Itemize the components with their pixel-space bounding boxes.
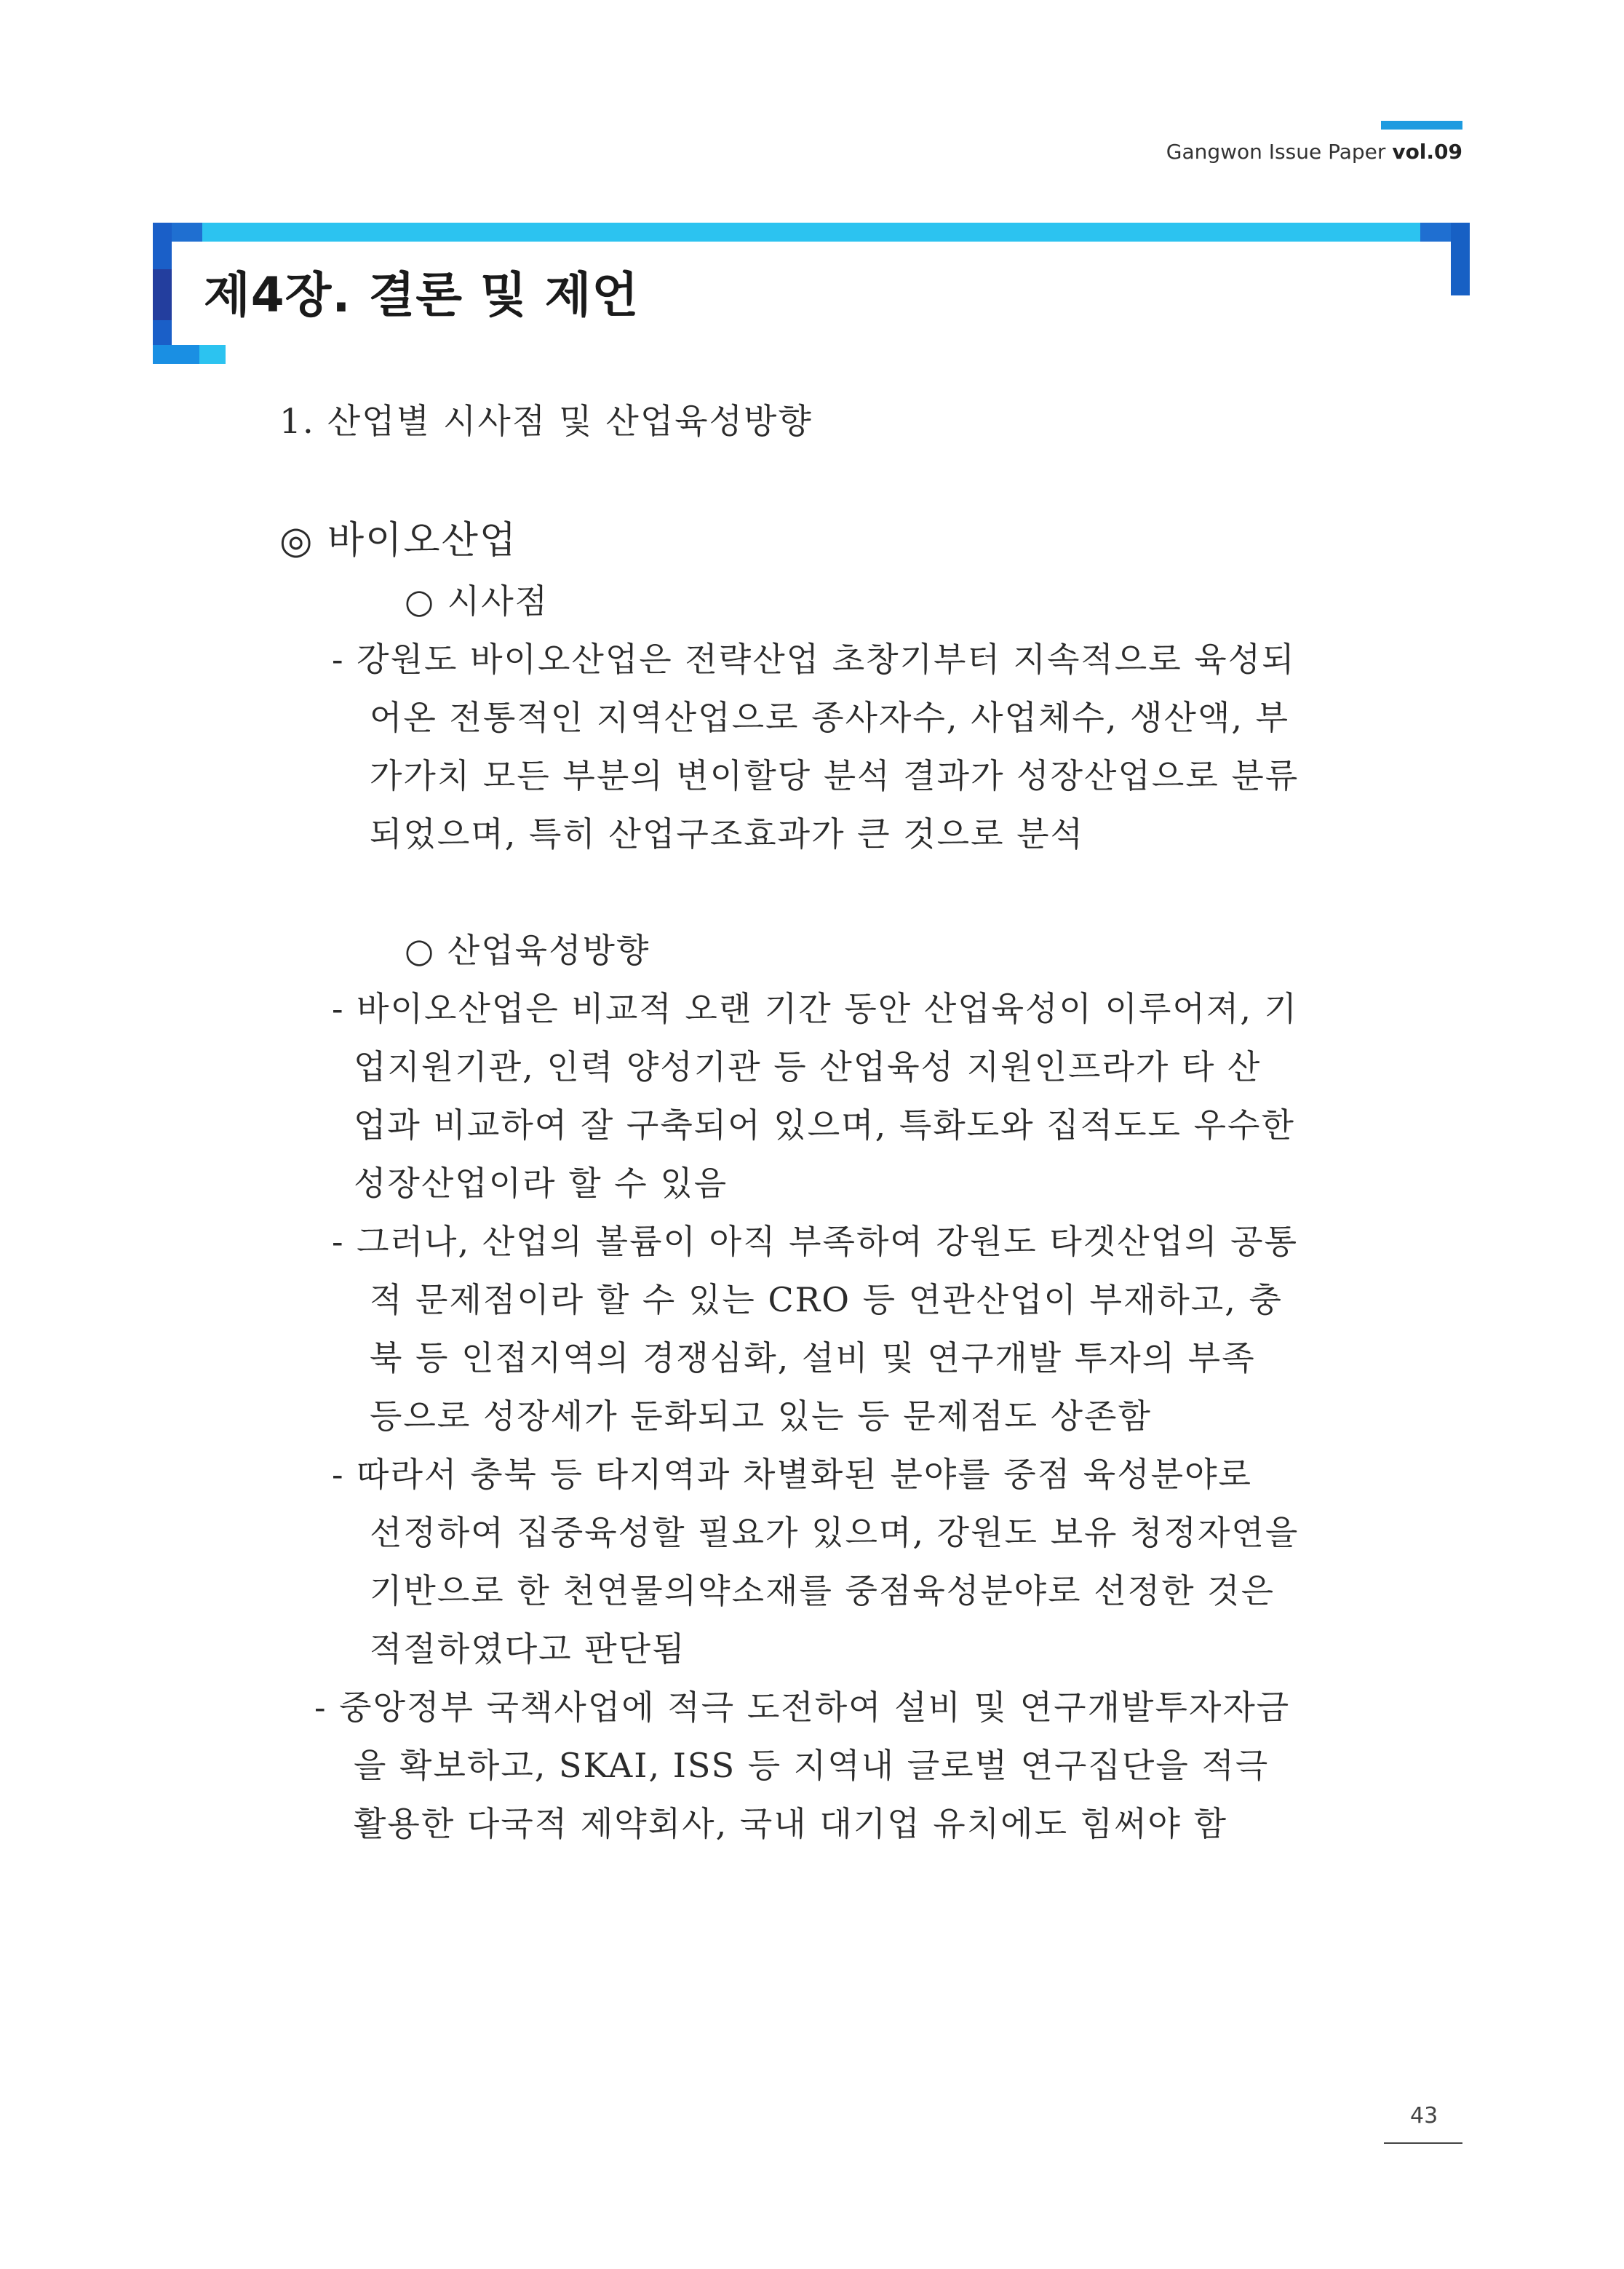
paragraph-line: 업과 비교하여 잘 구축되어 있으며, 특화도와 집적도도 우수한 <box>354 1105 1295 1145</box>
paragraph-line: - 강원도 바이오산업은 전략산업 초창기부터 지속적으로 육성되 <box>332 640 1296 679</box>
paragraph-line: 적절하였다고 판단됨 <box>370 1629 686 1669</box>
paragraph-line: 가가치 모든 부분의 변이할당 분석 결과가 성장산업으로 분류 <box>370 756 1299 795</box>
chapter-frame-corner-bl <box>153 345 199 364</box>
page-number: 43 <box>1410 2103 1438 2129</box>
chapter-frame-top <box>153 223 1470 242</box>
paragraph-line: - 중앙정부 국책사업에 적극 도전하여 설비 및 연구개발투자자금 <box>314 1688 1291 1727</box>
chapter-title: 제4장. 결론 및 제언 <box>204 267 640 323</box>
section-title: 1. 산업별 시사점 및 산업육성방향 <box>279 402 813 442</box>
paragraph-line: 성장산업이라 할 수 있음 <box>354 1164 728 1203</box>
paragraph-line: 업지원기관, 인력 양성기관 등 산업육성 지원인프라가 타 산 <box>354 1047 1262 1086</box>
paragraph-line: 등으로 성장세가 둔화되고 있는 등 문제점도 상존함 <box>370 1396 1152 1436</box>
paragraph-line: - 그러나, 산업의 볼륨이 아직 부족하여 강원도 타겟산업의 공통 <box>332 1222 1299 1261</box>
running-header <box>1166 140 1462 164</box>
paragraph-line: 되었으며, 특히 산업구조효과가 큰 것으로 분석 <box>370 814 1085 854</box>
paragraph-line: 적 문제점이라 할 수 있는 CRO 등 연관산업이 부재하고, 충 <box>370 1280 1283 1319</box>
bio-heading: ◎ 바이오산업 <box>279 519 518 563</box>
paragraph-line: 북 등 인접지역의 경쟁심화, 설비 및 연구개발 투자의 부족 <box>370 1338 1256 1378</box>
paragraph-line: 기반으로 한 천연물의약소재를 중점육성분야로 선정한 것은 <box>370 1571 1275 1610</box>
paragraph-line: 활용한 다국적 제약회사, 국내 대기업 유치에도 힘써야 함 <box>354 1804 1228 1843</box>
paragraph-line: - 따라서 충북 등 타지역과 차별화된 분야를 중점 육성분야로 <box>332 1455 1252 1494</box>
direction-heading: ○ 산업육성방향 <box>405 931 650 970</box>
volume-label: vol.09 <box>1392 140 1462 164</box>
paragraph-line: - 바이오산업은 비교적 오랜 기간 동안 산업육성이 이루어져, 기 <box>332 989 1299 1028</box>
chapter-frame-left-accent <box>153 269 172 320</box>
header-accent-bar <box>1381 121 1462 130</box>
publication-name: Gangwon Issue Paper <box>1166 140 1393 164</box>
page-number-rule <box>1384 2142 1462 2144</box>
paragraph-line: 을 확보하고, SKAI, ISS 등 지역내 글로벌 연구집단을 적극 <box>354 1746 1270 1785</box>
paragraph-line: 선정하여 집중육성할 필요가 있으며, 강원도 보유 청정자연을 <box>370 1513 1299 1552</box>
chapter-frame-right <box>1451 223 1470 295</box>
paragraph-line: 어온 전통적인 지역산업으로 종사자수, 사업체수, 생산액, 부 <box>370 698 1290 737</box>
implications-heading: ○ 시사점 <box>405 581 549 621</box>
